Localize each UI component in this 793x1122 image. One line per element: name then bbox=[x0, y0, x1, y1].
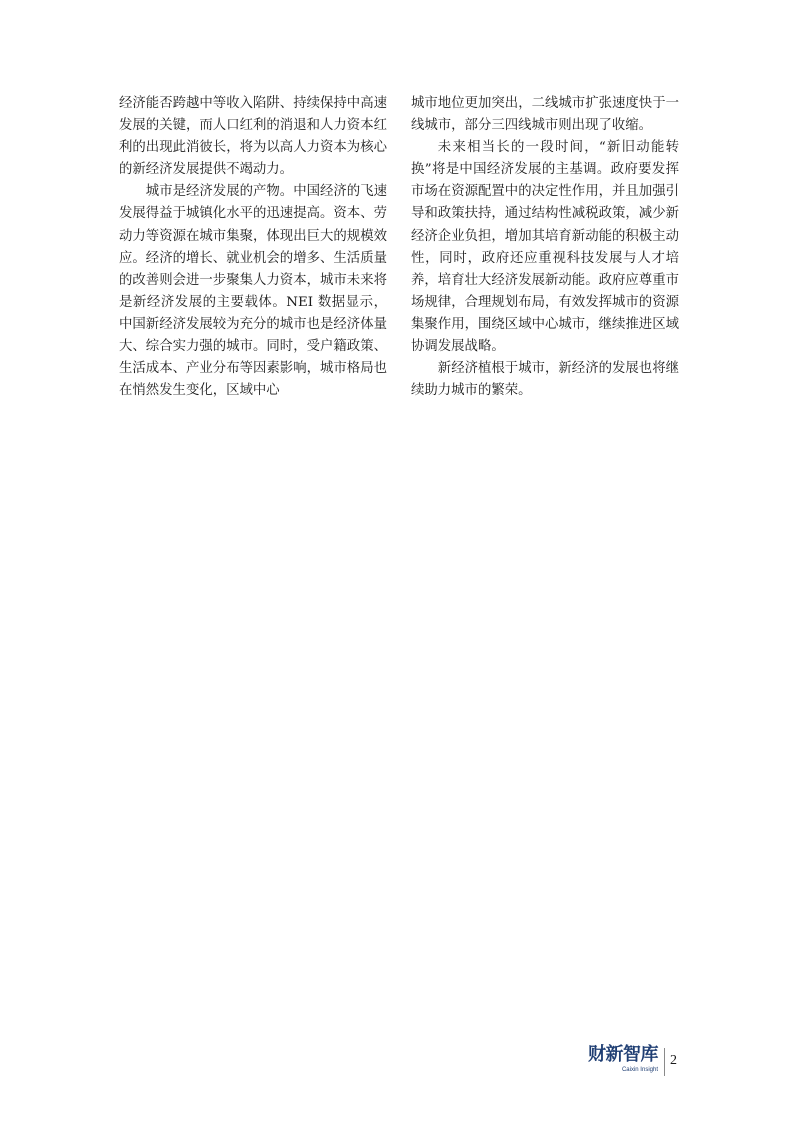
page-footer bbox=[570, 1044, 690, 1082]
paragraph-continued: 经济能否跨越中等收入陷阱、持续保持中高速发展的关键，而人口红利的消退和人力资本红利的出现此消彼长，将为以高人力资本为核心的新经济发展提供不竭动力。 bbox=[119, 96, 387, 178]
right-text-column bbox=[411, 93, 679, 402]
logo-text: 财新智库 bbox=[588, 1044, 658, 1065]
paragraph-continued: 城市地位更加突出，二线城市扩张速度快于一线城市，部分三四线城市则出现了收缩。 bbox=[411, 96, 679, 134]
paragraph-conclusion: 新经济植根于城市，新经济的发展也将继续助力城市的繁荣。 bbox=[411, 361, 679, 399]
footer-divider bbox=[664, 1048, 665, 1076]
left-text-column bbox=[119, 93, 387, 402]
paragraph-city-economy: 城市是经济发展的产物。中国经济的飞速发展得益于城镇化水平的迅速提高。资本、劳动力等资源在城市集聚，体现出巨大的规模效应。经济的增长、就业机会的增多、生活质量的改善则会进一步聚集人力资本，城市未来将是新经济发展的主要载体。NEI 数据显示，中国新经济发展较为充分的城市也是经济体量大、综合实力强的城市。同时，受户籍政策、生活成本、产业分布等因素影响，城市格局也在悄然发生变化，区域中心 bbox=[119, 184, 387, 399]
paragraph-policy: 未来相当长的一段时间，“新旧动能转换”将是中国经济发展的主基调。政府要发挥市场在资源配置中的决定性作用，并且加强引导和政策扶持，通过结构性减税政策，减少新经济企业负担，增加其培育新动能的积极主动性，同时，政府还应重视科技发展与人才培养，培育壮大经济发展新动能。政府应尊重市场规律，合理规划布局，有效发挥城市的资源集聚作用，围绕区域中心城市，继续推进区域协调发展战略。 bbox=[411, 140, 679, 355]
logo-subtext: Caixin Insight bbox=[621, 1067, 658, 1073]
caixin-insight-logo bbox=[570, 1044, 658, 1080]
page-number: 2 bbox=[670, 1053, 677, 1068]
